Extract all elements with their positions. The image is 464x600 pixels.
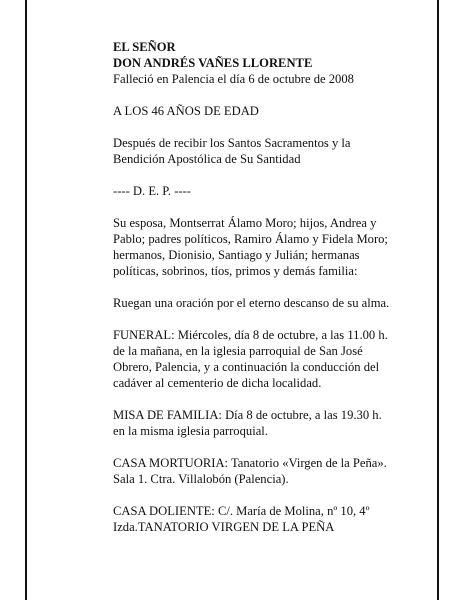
family-line: políticas, sobrinos, tíos, primos y demás familia: [113,264,358,278]
title-line-2: DON ANDRÉS VAÑES LLORENTE [113,56,313,70]
casa-doliente-line: CASA DOLIENTE: C/. María de Molina, nº 10, 4º [113,504,370,518]
family-mass-line: MISA DE FAMILIA: Día 8 de octubre, a las 19.30 h. [113,408,382,422]
family-mass-paragraph [113,407,423,439]
left-border-line [25,0,27,600]
death-notice: Falleció en Palencia el día 6 de octubre de 2008 [113,72,354,86]
casa-mortuoria-paragraph [113,455,423,487]
rip-line: ---- D. E. P. ---- [113,184,191,198]
funeral-line: cadáver al cementerio de dicha localidad. [113,376,322,390]
funeral-line: Obrero, Palencia, y a continuación la conducción del [113,360,380,374]
title-line-1: EL SEÑOR [113,40,176,54]
funeral-line: de la mañana, en la iglesia parroquial de San José [113,344,363,358]
casa-doliente-line: Izda.TANATORIO VIRGEN DE LA PEÑA [113,520,335,534]
prayer-request: Ruegan una oración por el eterno descanso de su alma. [113,296,390,310]
right-border-line [437,0,439,600]
family-paragraph [113,215,423,279]
sacraments-line: Después de recibir los Santos Sacramentos y la [113,136,351,150]
sacraments-line: Bendición Apostólica de Su Santidad [113,152,301,166]
funeral-line: FUNERAL: Miércoles, día 8 de octubre, a las 11.00 h. [113,328,388,342]
family-mass-line: en la misma iglesia parroquial. [113,424,268,438]
funeral-paragraph [113,327,423,391]
casa-doliente-paragraph [113,503,423,535]
family-line: Pablo; padres políticos, Ramiro Álamo y Fidela Moro; [113,232,388,246]
family-line: Su esposa, Montserrat Álamo Moro; hijos, Andrea y [113,216,377,230]
family-line: hermanos, Dionisio, Santiago y Julián; hermanas [113,248,360,262]
age-line: A LOS 46 AÑOS DE EDAD [113,104,259,118]
obituary-content [113,39,423,535]
sacraments-paragraph [113,135,423,167]
casa-mortuoria-line: CASA MORTUORIA: Tanatorio «Virgen de la Peña». [113,456,387,470]
casa-mortuoria-line: Sala 1. Ctra. Villalobón (Palencia). [113,472,289,486]
